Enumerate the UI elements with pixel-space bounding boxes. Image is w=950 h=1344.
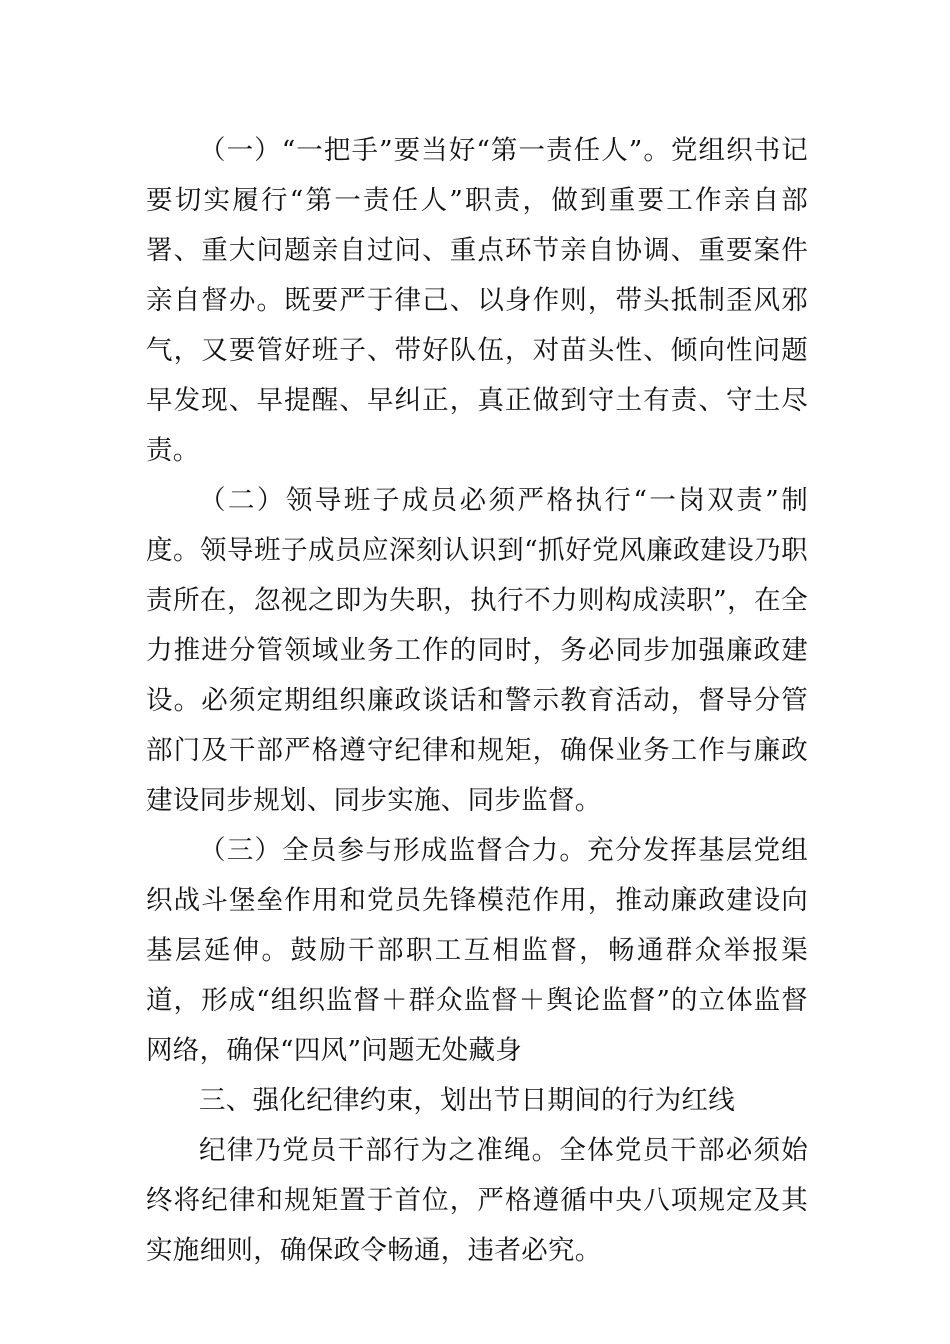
paragraph-one-post-two-duties: （二）领导班子成员必须严格执行“一岗双责”制度。领导班子成员应深刻认识到“抓好党风廉政建设乃职责所在，忽视之即为失职，执行不力则构成渎职”，在全力推进分管领域业务工作的同时，务必同步加强廉政建设。必须定期组织廉政谈话和警示教育活动，督导分管部门及干部严格遵守纪律和规矩，确保业务工作与廉政建设同步规划、同步实施、同步监督。	[146, 485, 808, 816]
section-heading: 三、强化纪律约束，划出节日期间的行为红线	[199, 1085, 735, 1116]
paragraph-first-responsible: （一）“一把手”要当好“第一责任人”。党组织书记要切实履行“第一责任人”职责，做到重要工作亲自部署、重大问题亲自过问、重点环节亲自协调、重要案件亲自督办。既要严于律己、以身作则，带头抵制歪风邪气，又要管好班子、带好队伍，对苗头性、倾向性问题早发现、早提醒、早纠正，真正做到守土有责、守土尽责。	[146, 135, 808, 466]
document-body	[146, 126, 808, 1276]
paragraph-supervision-force: （三）全员参与形成监督合力。充分发挥基层党组织战斗堡垒作用和党员先锋模范作用，推动廉政建设向基层延伸。鼓励干部职工互相监督，畅通群众举报渠道，形成“组织监督＋群众监督＋舆论监督”的立体监督网络，确保“四风”问题无处藏身	[146, 835, 808, 1066]
paragraph-discipline: 纪律乃党员干部行为之准绳。全体党员干部必须始终将纪律和规矩置于首位，严格遵循中央八项规定及其实施细则，确保政令畅通，违者必究。	[146, 1135, 808, 1266]
